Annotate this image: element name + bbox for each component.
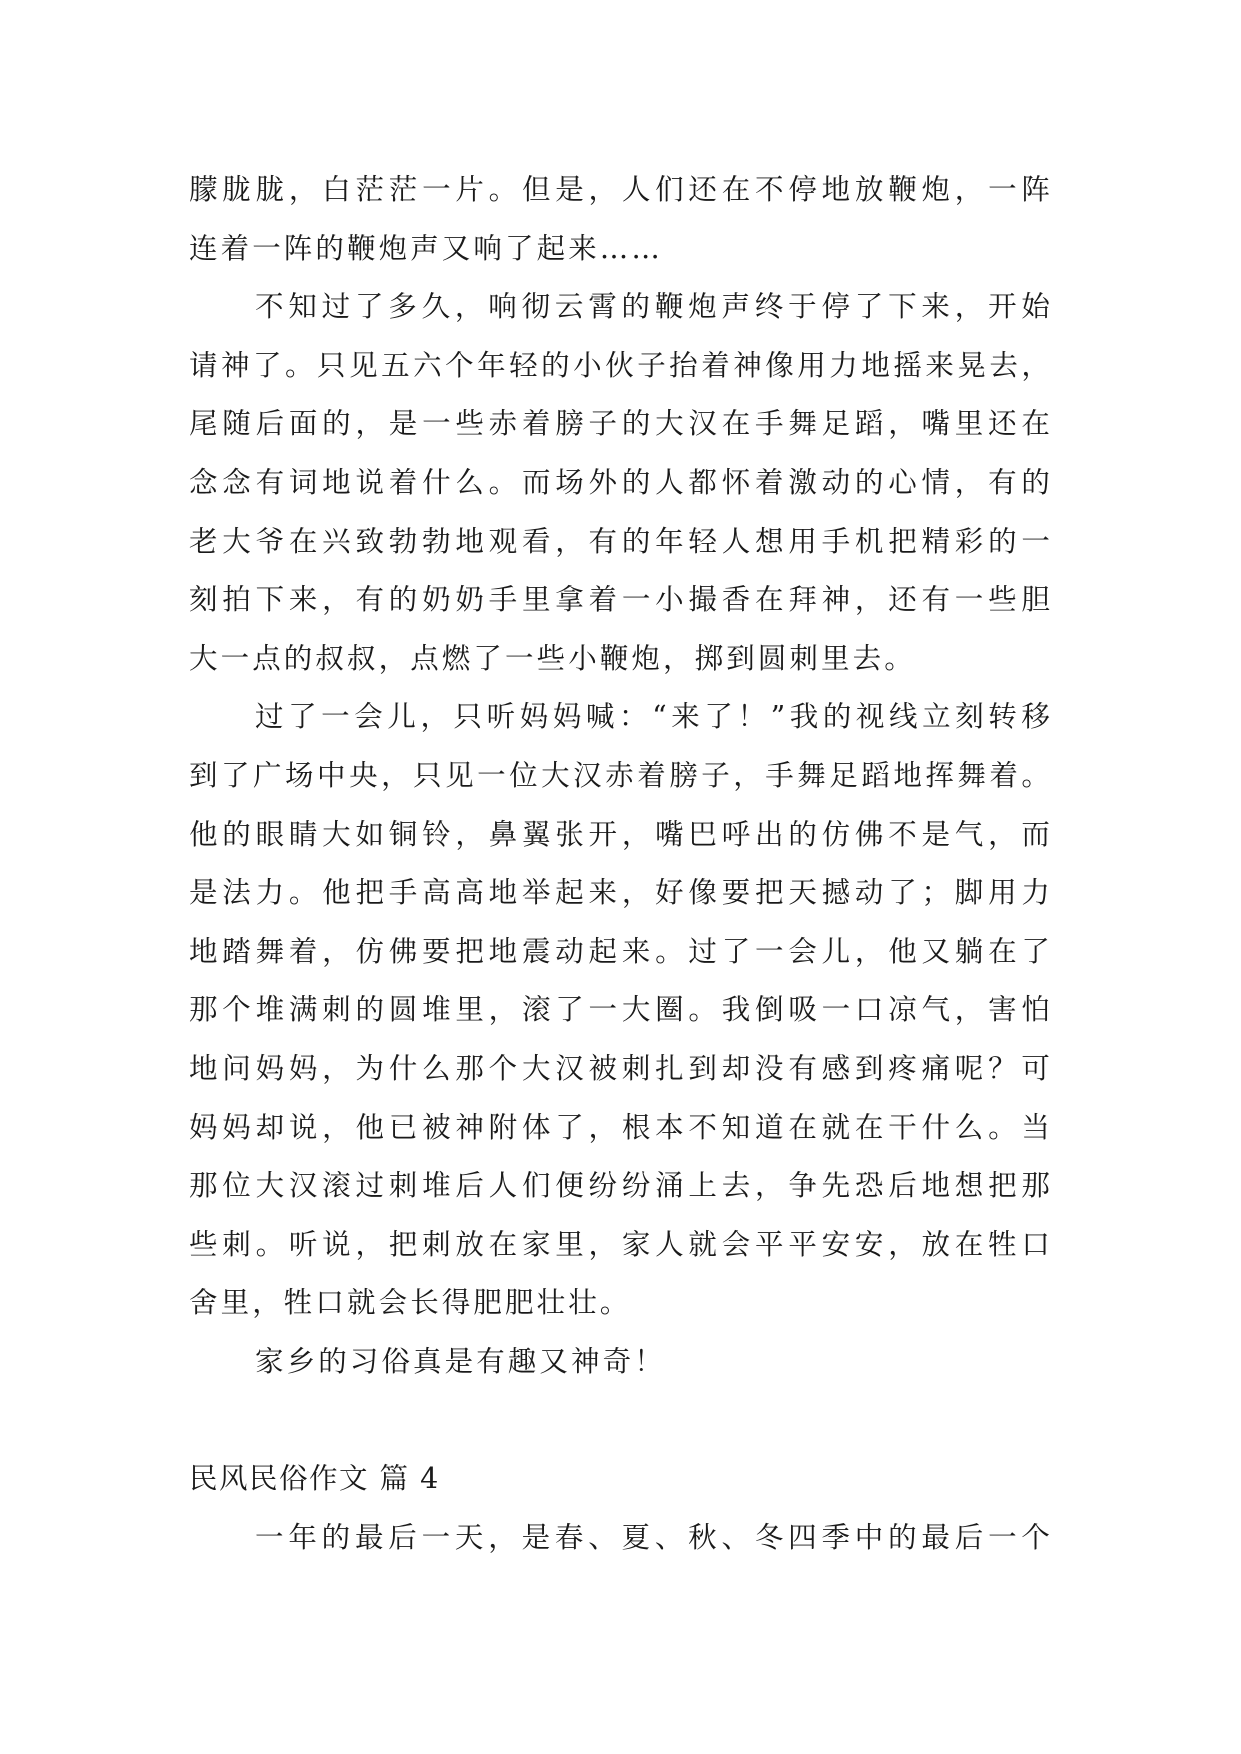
paragraph-line: 些刺。听说，把刺放在家里，家人就会平平安安，放在牲口: [189, 1227, 1053, 1261]
paragraph-line: 那位大汉滚过刺堆后人们便纷纷涌上去，争先恐后地想把那: [189, 1169, 1053, 1203]
paragraph-first-line: 过了一会儿，只听妈妈喊：“来了！”我的视线立刻转移: [255, 700, 1053, 734]
paragraph-line: 连着一阵的鞭炮声又响了起来……: [189, 231, 664, 265]
paragraph-line: 舍里，牲口就会长得肥肥壮壮。: [189, 1286, 632, 1320]
paragraph-first-line: 一年的最后一天，是春、夏、秋、冬四季中的最后一个: [255, 1520, 1053, 1554]
paragraph-line: 那个堆满刺的圆堆里，滚了一大圈。我倒吸一口凉气，害怕: [189, 993, 1053, 1027]
paragraph-line: 妈妈却说，他已被神附体了，根本不知道在就在干什么。当: [189, 1110, 1053, 1144]
document-body: [189, 161, 1053, 1567]
paragraph-line: 请神了。只见五六个年轻的小伙子抬着神像用力地摇来晃去，: [189, 348, 1053, 382]
paragraph-line: 地踏舞着，仿佛要把地震动起来。过了一会儿，他又躺在了: [189, 934, 1053, 968]
paragraph-first-line: 不知过了多久，响彻云霄的鞭炮声终于停了下来，开始: [255, 290, 1053, 324]
paragraph-line: 他的眼睛大如铜铃，鼻翼张开，嘴巴呼出的仿佛不是气，而: [189, 817, 1053, 851]
paragraph-line: 尾随后面的，是一些赤着膀子的大汉在手舞足蹈，嘴里还在: [189, 407, 1053, 441]
blank-line: [189, 1391, 1053, 1450]
paragraph-line: 大一点的叔叔，点燃了一些小鞭炮，掷到圆刺里去。: [189, 641, 916, 675]
paragraph-line: 是法力。他把手高高地举起来，好像要把天撼动了；脚用力: [189, 876, 1053, 910]
section-heading: 民风民俗作文 篇 4: [189, 1462, 440, 1496]
paragraph-line: 到了广场中央，只见一位大汉赤着膀子，手舞足蹈地挥舞着。: [189, 758, 1053, 792]
paragraph-line: 刻拍下来，有的奶奶手里拿着一小撮香在拜神，还有一些胆: [189, 583, 1053, 617]
paragraph-line: 地问妈妈，为什么那个大汉被刺扎到却没有感到疼痛呢？可: [189, 1051, 1053, 1085]
paragraph-line: 老大爷在兴致勃勃地观看，有的年轻人想用手机把精彩的一: [189, 524, 1053, 558]
paragraph-line: 念念有词地说着什么。而场外的人都怀着激动的心情，有的: [189, 465, 1053, 499]
paragraph-first-line: 家乡的习俗真是有趣又神奇！: [255, 1344, 666, 1378]
paragraph-line: 朦胧胧，白茫茫一片。但是，人们还在不停地放鞭炮，一阵: [189, 173, 1053, 206]
